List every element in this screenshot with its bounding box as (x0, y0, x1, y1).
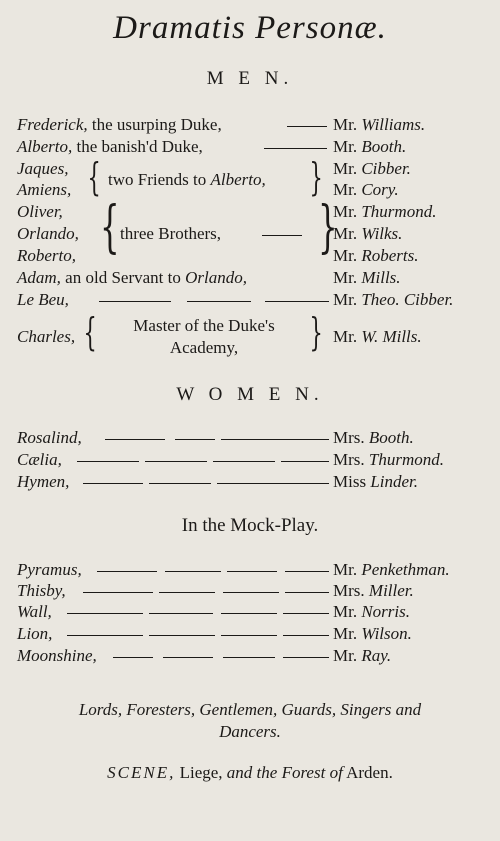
cast-row-frederick (17, 115, 487, 137)
dash-leader (285, 592, 329, 593)
dash-leader (105, 439, 165, 440)
character-name: Rosalind, (17, 428, 82, 447)
actor-title: Mrs. (333, 428, 365, 447)
dash-leader (283, 635, 329, 636)
actor (333, 624, 412, 644)
actor (333, 602, 410, 622)
dash-leader (221, 635, 277, 636)
role (17, 646, 97, 666)
dash-leader (283, 657, 329, 658)
actor-title: Mr. (333, 290, 358, 309)
actor-name: Booth. (368, 428, 414, 447)
actor-title: Mr. (333, 180, 358, 199)
dash-leader (264, 148, 327, 149)
actor (333, 450, 444, 470)
dash-leader (67, 613, 143, 614)
role (17, 224, 79, 244)
role (17, 180, 71, 200)
dash-leader (281, 461, 329, 462)
dash-leader (223, 592, 279, 593)
actor-title: Mrs. (333, 581, 365, 600)
actor (333, 159, 411, 179)
actor-name: Linder. (370, 472, 419, 491)
role (17, 624, 52, 644)
cast-row-pyramus (17, 560, 487, 582)
character-name: Moonshine, (17, 646, 97, 665)
dash-leader (99, 301, 171, 302)
actor-title: Mr. (333, 624, 358, 643)
women-heading: W O M E N. (176, 384, 324, 405)
extras-line-2: Dancers. (219, 722, 281, 741)
actor-title: Mr. (333, 327, 358, 346)
dash-leader (221, 613, 277, 614)
actor (333, 137, 406, 157)
actor-name: Ray. (361, 646, 392, 665)
right-brace: } (318, 195, 338, 260)
dash-leader (265, 301, 329, 302)
role (17, 246, 76, 266)
actor (333, 428, 414, 448)
cast-row-moonshine (17, 646, 487, 668)
actor-name: Miller. (368, 581, 414, 600)
role (17, 268, 247, 288)
dash-leader (163, 657, 213, 658)
dash-leader (149, 613, 213, 614)
character-name: Pyramus, (17, 560, 82, 579)
actor (333, 290, 453, 310)
actor-title: Mr. (333, 137, 358, 156)
role (17, 327, 75, 347)
actor-name: Penkethman. (361, 560, 450, 579)
actor (333, 180, 399, 200)
actor-title: Miss (333, 472, 367, 491)
actor-name: Wilks. (361, 224, 403, 243)
actor-title: Mr. (333, 224, 358, 243)
role-description-name: Orlando, (185, 268, 247, 287)
right-brace: } (309, 310, 323, 354)
left-brace: { (100, 195, 120, 260)
cast-row-thisby (17, 581, 487, 603)
dash-leader (227, 571, 277, 572)
actor-title: Mr. (333, 202, 358, 221)
dash-leader (262, 235, 302, 236)
character-name: Frederick, (17, 115, 88, 134)
actor (333, 327, 422, 347)
group-description-line1: Master of the Duke's (133, 316, 275, 335)
cast-row-wall (17, 602, 487, 624)
dash-leader (113, 657, 153, 658)
actor-title: Mr. (333, 246, 358, 265)
scene-label: SCENE, (107, 763, 176, 782)
character-name: Charles, (17, 327, 76, 346)
role (17, 159, 68, 179)
actor-name: Theo. Cibber. (361, 290, 454, 309)
character-name: Amiens, (17, 180, 72, 199)
actor-name: Norris. (361, 602, 411, 621)
dash-leader (149, 635, 215, 636)
character-name: Cælia, (17, 450, 62, 469)
dash-leader (145, 461, 207, 462)
actor-name: Wilson. (361, 624, 412, 643)
cast-row-lion (17, 624, 487, 646)
left-brace: { (87, 155, 101, 199)
role (17, 428, 82, 448)
dash-leader (187, 301, 251, 302)
actor-name: Cibber. (361, 159, 411, 178)
character-name: Orlando, (17, 224, 79, 243)
role (17, 115, 222, 135)
actor-name: Cory. (361, 180, 399, 199)
role (17, 602, 52, 622)
cast-row-adam (17, 268, 487, 290)
actor (333, 581, 414, 601)
dash-leader (149, 483, 211, 484)
character-name: Hymen, (17, 472, 70, 491)
page-title: Dramatis Personæ. (113, 10, 387, 46)
role (17, 581, 66, 601)
role-description: an old Servant to (65, 268, 181, 287)
role (17, 560, 82, 580)
actor-title: Mr. (333, 646, 358, 665)
role (17, 290, 69, 310)
role (17, 450, 62, 470)
dash-leader (165, 571, 221, 572)
character-name: Wall, (17, 602, 52, 621)
group-description: two Friends to Alberto, (108, 170, 266, 189)
role (17, 137, 203, 157)
dash-leader (77, 461, 139, 462)
dash-leader (83, 592, 153, 593)
dash-leader (175, 439, 215, 440)
actor (333, 246, 418, 266)
dash-leader (67, 635, 143, 636)
dash-leader (285, 571, 329, 572)
actor (333, 472, 418, 492)
dash-leader (223, 657, 275, 658)
actor-name: Thurmond. (361, 202, 437, 221)
group-description-line2: Academy, (169, 338, 239, 357)
cast-row-rosalind (17, 428, 487, 450)
cast-row-caelia (17, 450, 487, 472)
scene-connector: and the Forest of (226, 763, 343, 782)
actor-name: Thurmond. (368, 450, 445, 469)
cast-row-roberto (17, 246, 487, 268)
actor (333, 560, 450, 580)
character-name: Oliver, (17, 202, 63, 221)
actor-name: Mills. (361, 268, 401, 287)
right-brace: } (309, 155, 323, 199)
men-heading: M E N. (206, 68, 294, 89)
actor-title: Mrs. (333, 450, 365, 469)
mock-play-heading: In the Mock-Play. (181, 515, 319, 536)
dash-leader (159, 592, 215, 593)
role-description: the usurping Duke, (91, 115, 222, 134)
role (17, 472, 69, 492)
character-name: Roberto, (17, 246, 77, 265)
group-description: three Brothers, (120, 224, 222, 243)
actor (333, 224, 402, 244)
dash-leader (83, 483, 143, 484)
actor-title: Mr. (333, 115, 358, 134)
dash-leader (287, 126, 327, 127)
dash-leader (283, 613, 329, 614)
actor-title: Mr. (333, 268, 358, 287)
cast-row-hymen (17, 472, 487, 494)
cast-row-oliver (17, 202, 487, 224)
actor-title: Mr. (333, 602, 358, 621)
character-name: Adam, (17, 268, 61, 287)
actor-name: Booth. (361, 137, 407, 156)
actor-name: Roberts. (361, 246, 419, 265)
character-name: Jaques, (17, 159, 69, 178)
character-name: Lion, (17, 624, 53, 643)
dash-leader (217, 483, 329, 484)
cast-row-orlando (17, 224, 487, 246)
scene-city: Liege, (179, 763, 223, 782)
actor-title: Mr. (333, 159, 358, 178)
character-name: Le Beu, (17, 290, 69, 309)
character-name: Thisby, (17, 581, 66, 600)
character-name: Alberto, (17, 137, 73, 156)
role-description: the banish'd Duke, (76, 137, 203, 156)
dash-leader (97, 571, 157, 572)
actor (333, 268, 401, 288)
extras-line-1: Lords, Foresters, Gentlemen, Guards, Singers and (78, 700, 422, 719)
actor (333, 202, 436, 222)
actor (333, 646, 391, 666)
dash-leader (221, 439, 329, 440)
scene-place: Arden. (346, 763, 393, 782)
actor-name: Williams. (361, 115, 426, 134)
actor (333, 115, 425, 135)
role (17, 202, 63, 222)
left-brace: { (83, 310, 97, 354)
actor-name: W. Mills. (361, 327, 422, 346)
scene-line (0, 763, 500, 783)
cast-row-lebeu (17, 290, 487, 312)
actor-title: Mr. (333, 560, 358, 579)
dash-leader (213, 461, 275, 462)
